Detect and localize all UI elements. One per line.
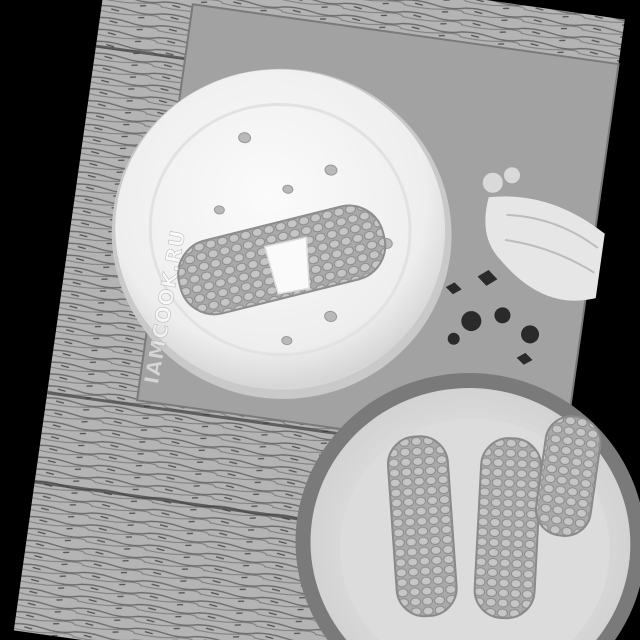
- rotated-photo: [11, 0, 640, 640]
- watermark: IAMCOOK.RU: [139, 227, 191, 386]
